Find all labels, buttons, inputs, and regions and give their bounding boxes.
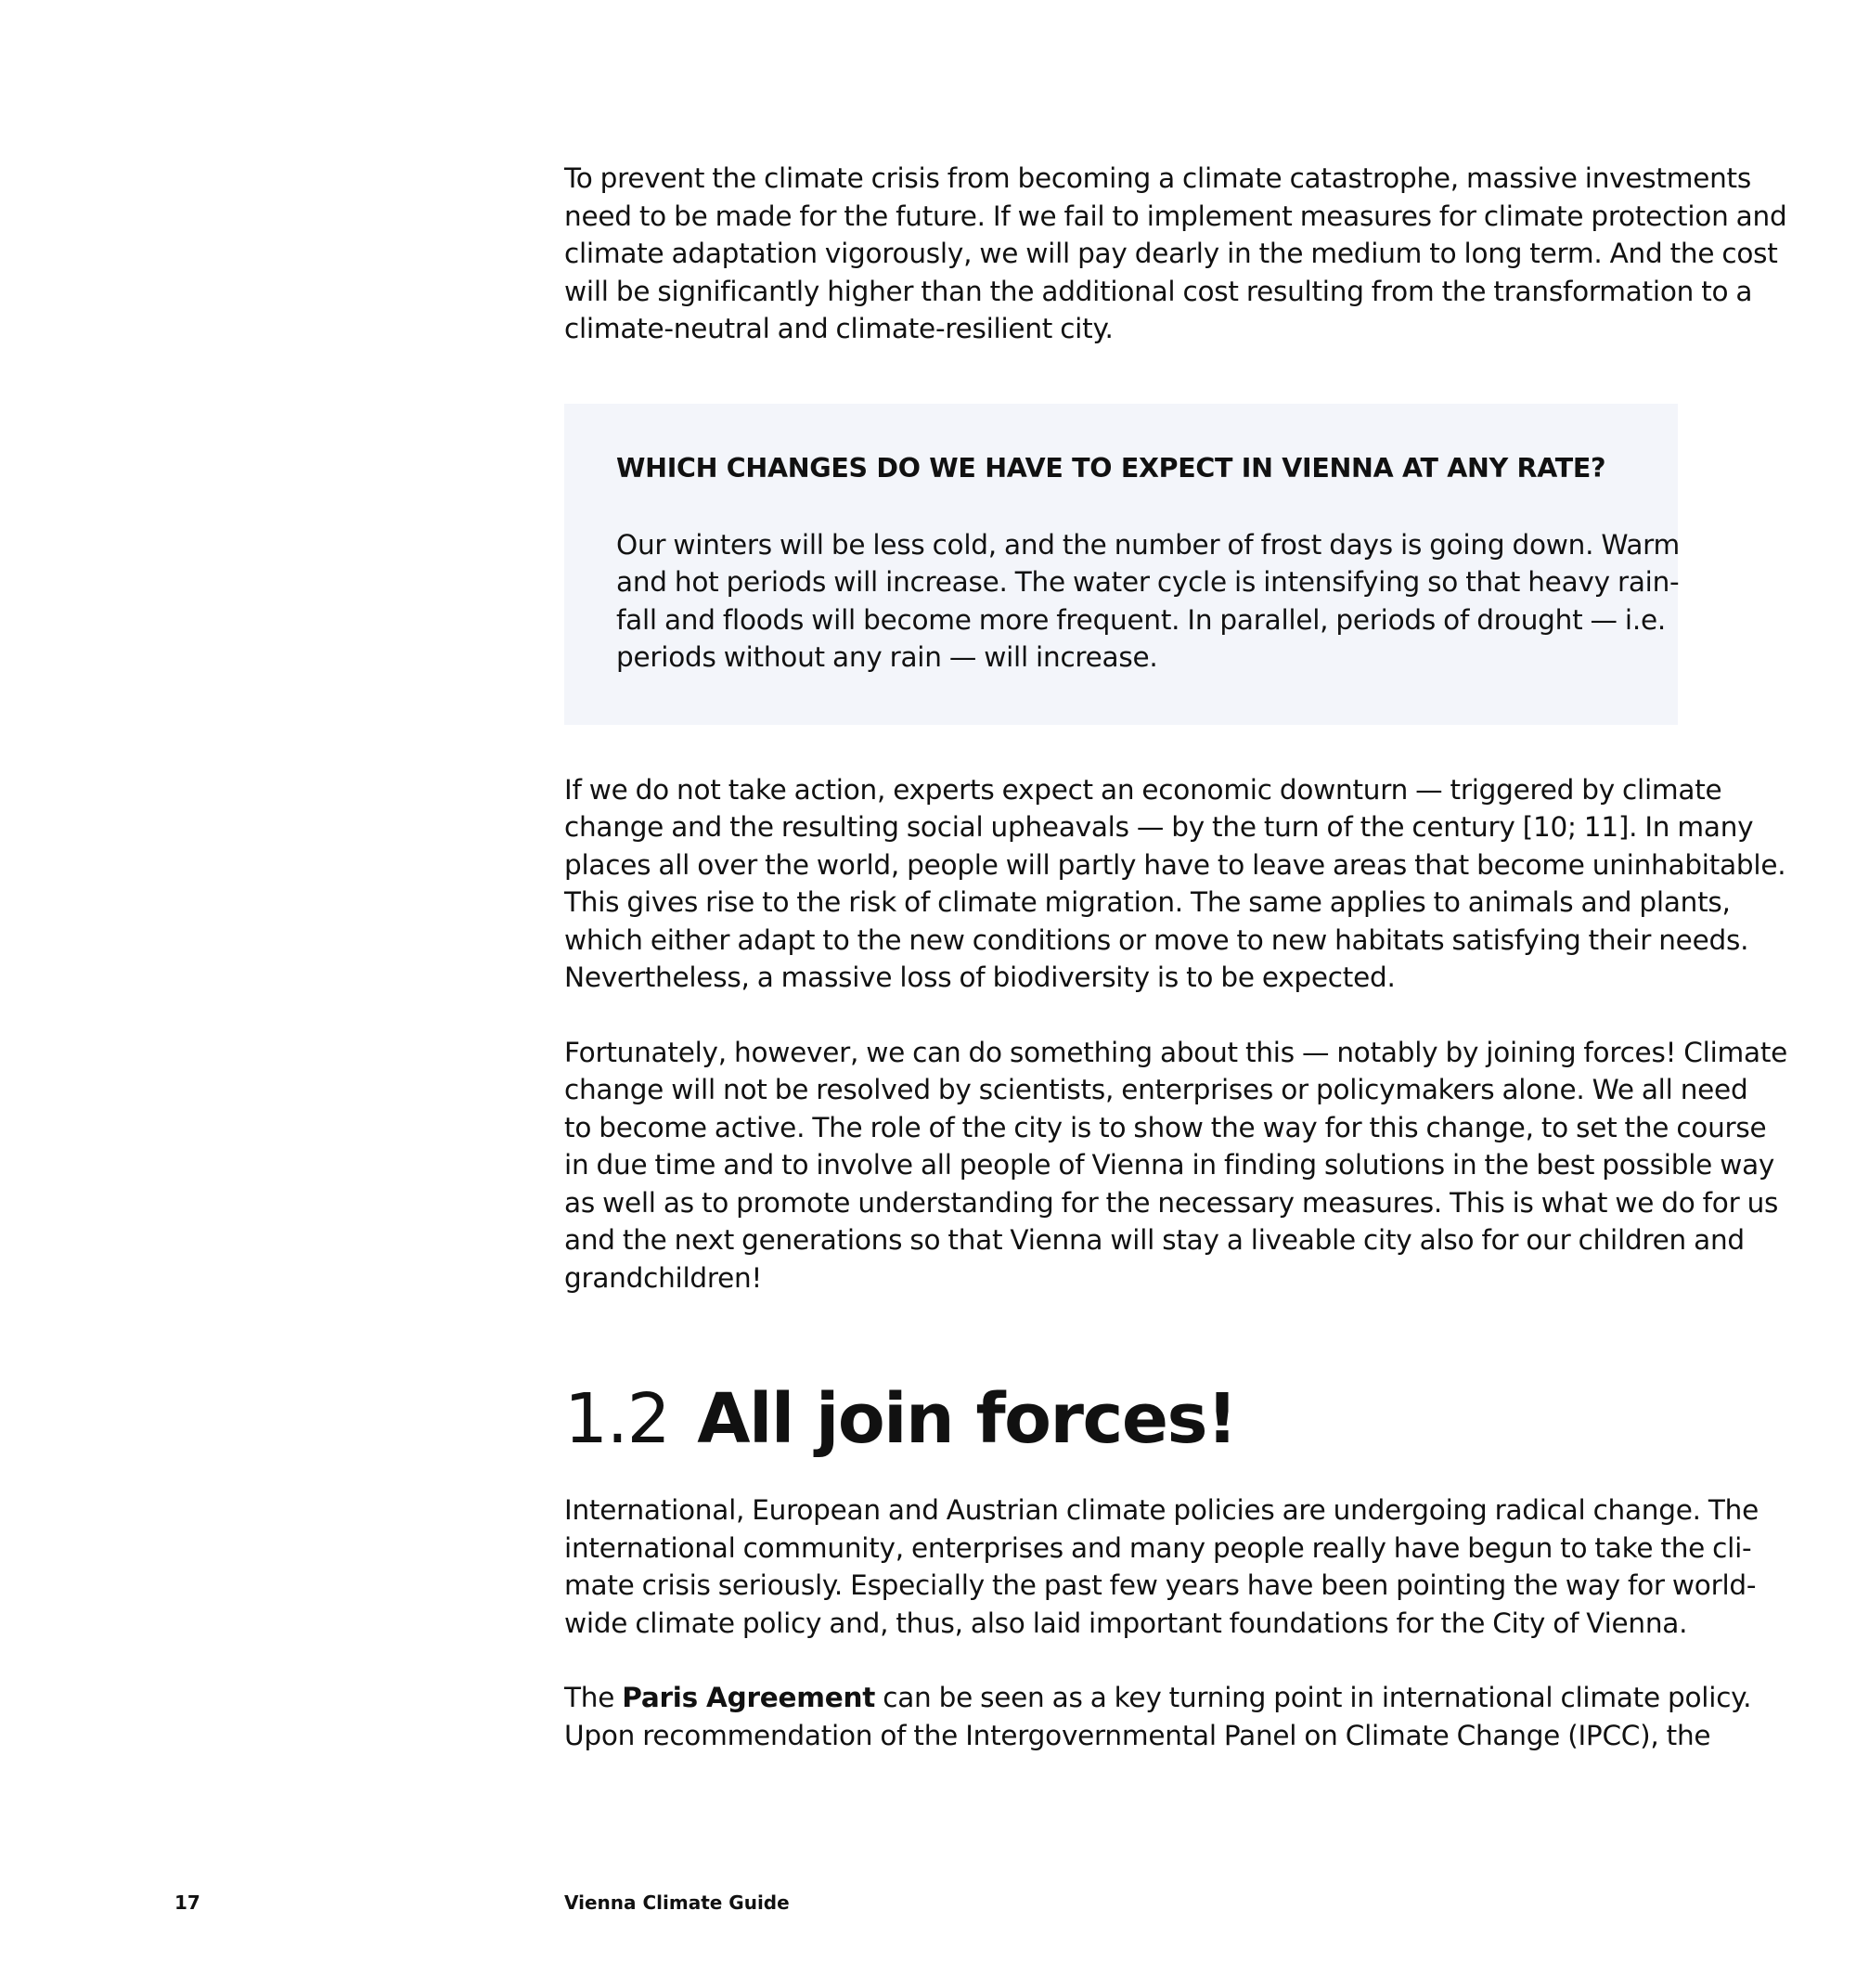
section-number: 1.2 — [564, 1379, 670, 1459]
text-line: Fortunately, however, we can do something about this — notably by joining forces! Climate — [564, 1036, 1788, 1068]
text-line: places all over the world, people will partly have to leave areas that become uninhabitable. — [564, 848, 1786, 881]
text-line: grandchildren! — [564, 1261, 763, 1294]
document-title: Vienna Climate Guide — [564, 1891, 790, 1914]
callout-box — [564, 404, 1681, 725]
text-line: international community, enterprises and many people really have begun to take the cli- — [564, 1531, 1752, 1564]
section-title: All join forces! — [697, 1379, 1237, 1459]
action-paragraph — [564, 771, 1786, 997]
text-line: climate-neutral and climate-resilient city. — [564, 313, 1114, 344]
text-line — [564, 1679, 1752, 1717]
text-line: climate adaptation vigorously, we will pay dearly in the medium to long term. And the cost — [564, 238, 1778, 269]
text-line: change and the resulting social upheavals — by the turn of the century [10; 11]. In many — [564, 811, 1754, 843]
text-line: and hot periods will increase. The water cycle is intensifying so that heavy rain- — [616, 566, 1680, 598]
text-line: Nevertheless, a massive loss of biodiversity is to be expected. — [564, 962, 1396, 993]
text-line: Upon recommendation of the Intergovernmental Panel on Climate Change (IPCC), the — [564, 1719, 1711, 1751]
text-line: wide climate policy and, thus, also laid important foundations for the City of Vienna. — [564, 1607, 1688, 1639]
paris-paragraph — [564, 1679, 1752, 1754]
text-line: This gives rise to the risk of climate migration. The same applies to animals and plants, — [564, 886, 1731, 918]
policies-paragraph — [564, 1491, 1759, 1642]
intro-paragraph — [564, 160, 1787, 348]
text-line: in due time and to involve all people of Vienna in finding solutions in the best possible way — [564, 1149, 1775, 1181]
fortunately-paragraph — [564, 1034, 1788, 1297]
paris-agreement-emphasis: Paris Agreement — [622, 1682, 876, 1713]
text-line: will be significantly higher than the additional cost resulting from the transformation to a — [564, 275, 1753, 307]
text-line: periods without any rain — will increase. — [616, 641, 1158, 673]
callout-heading: WHICH CHANGES DO WE HAVE TO EXPECT IN VIENNA AT ANY RATE? — [616, 452, 1606, 484]
text-fragment: can be seen as a key turning point in international climate policy. — [883, 1682, 1752, 1713]
text-line: which either adapt to the new conditions or move to new habitats satisfying their needs. — [564, 923, 1749, 956]
text-line: If we do not take action, experts expect an economic downturn — triggered by climate — [564, 773, 1722, 806]
text-line: and the next generations so that Vienna will stay a liveable city also for our children and — [564, 1224, 1745, 1256]
page-number: 17 — [174, 1891, 200, 1914]
callout-paragraph — [616, 526, 1681, 677]
text-line: as well as to promote understanding for the necessary measures. This is what we do for us — [564, 1186, 1779, 1219]
text-line: mate crisis seriously. Especially the past few years have been pointing the way for world- — [564, 1569, 1757, 1601]
section-heading — [564, 1376, 1687, 1462]
text-line: fall and floods will become more frequent. In parallel, periods of drought — i.e. — [616, 603, 1667, 636]
text-line: need to be made for the future. If we fail to implement measures for climate protection and — [564, 200, 1787, 232]
page-content — [564, 160, 1788, 1754]
text-line: Our winters will be less cold, and the number of frost days is going down. Warm — [616, 528, 1681, 561]
text-fragment: The — [564, 1682, 615, 1713]
text-line: International, European and Austrian climate policies are undergoing radical change. The — [564, 1494, 1759, 1526]
text-line: to become active. The role of the city is to show the way for this change, to set the course — [564, 1111, 1767, 1143]
text-line: To prevent the climate crisis from becoming a climate catastrophe, massive investments — [564, 162, 1751, 194]
text-line: change will not be resolved by scientists, enterprises or policymakers alone. We all need — [564, 1074, 1748, 1105]
